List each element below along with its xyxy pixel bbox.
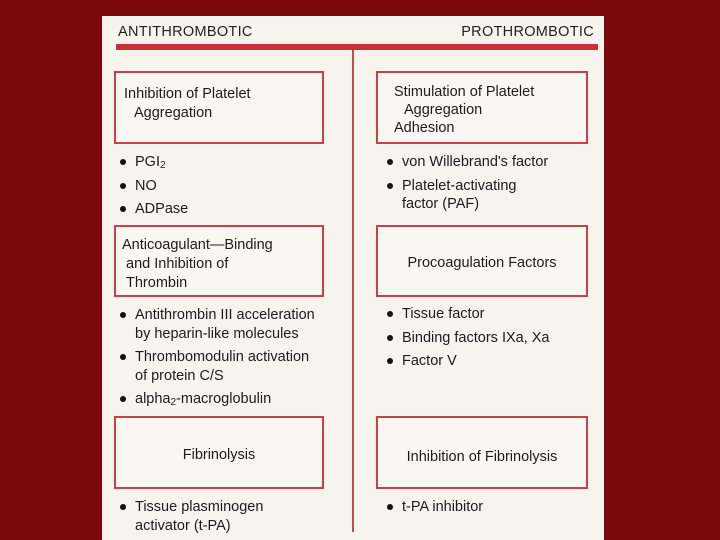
item-line: Thrombomodulin activation [135, 349, 310, 365]
list-item [118, 348, 350, 385]
header-rule [116, 44, 598, 50]
box-line: Anticoagulant—Binding [122, 237, 273, 253]
item-line: by heparin-like molecules [135, 325, 299, 342]
diagram-page [102, 16, 604, 540]
list-item [118, 153, 338, 172]
box-line: Thrombin [126, 275, 188, 291]
item-text: Factor V [402, 353, 457, 369]
anticoagulant-list [118, 306, 350, 414]
list-item [118, 498, 338, 535]
procoagulation-box [376, 225, 588, 297]
box-line: Adhesion [394, 120, 455, 136]
item-line: factor (PAF) [402, 196, 480, 212]
center-divider [352, 50, 354, 532]
item-text: von Willebrand's factor [402, 154, 549, 170]
box-label: Fibrinolysis [182, 447, 256, 463]
list-item [118, 200, 338, 219]
list-item [118, 306, 350, 343]
anticoagulant-box [114, 225, 324, 297]
box-line: and Inhibition of [126, 256, 229, 272]
procoagulation-list [385, 305, 600, 376]
platelet-inhibitor-list [118, 153, 338, 224]
fibrinolysis-list [118, 498, 338, 540]
list-item [118, 177, 338, 196]
box-line: Aggregation [404, 102, 483, 118]
item-text: t-PA inhibitor [402, 499, 484, 515]
fibrinolysis-box [114, 416, 324, 489]
box-line: Stimulation of Platelet [394, 84, 535, 100]
list-item [385, 498, 600, 517]
list-item [385, 329, 600, 348]
box-label: Procoagulation Factors [407, 255, 557, 271]
prothrombotic-header: PROTHROMBOTIC [461, 24, 594, 40]
list-item [385, 352, 600, 371]
item-line: activator (t-PA) [135, 517, 231, 534]
item-text: NO [135, 177, 157, 194]
item-text: Tissue factor [402, 306, 485, 322]
item-line: Antithrombin III acceleration [135, 307, 315, 323]
item-line: of protein C/S [135, 367, 224, 384]
fibrinolysis-inhibition-box [376, 416, 588, 489]
subscript: 2 [159, 160, 166, 171]
list-item [385, 305, 600, 324]
antithrombotic-header: ANTITHROMBOTIC [118, 24, 253, 40]
box-line: Inhibition of Platelet [124, 86, 251, 102]
subscript: 2 [170, 397, 177, 408]
platelet-inhibition-box [114, 71, 324, 144]
box-line: Aggregation [134, 105, 213, 121]
fibrinolysis-inhibitor-list [385, 498, 600, 522]
item-text: alpha$_2$-macroglobulin [135, 391, 272, 408]
item-text: ADPase [135, 201, 189, 217]
platelet-stimulator-list [385, 153, 600, 219]
list-item [118, 390, 350, 409]
list-item [385, 177, 600, 214]
platelet-stimulation-box [376, 71, 588, 144]
item-text: $PGI_2$ [135, 154, 166, 171]
box-label: Inhibition of Fibrinolysis [406, 449, 558, 465]
list-item [385, 153, 600, 172]
item-text: Binding factors IXa, Xa [402, 329, 550, 346]
item-line: Tissue plasminogen [135, 499, 264, 515]
item-line: Platelet-activating [402, 177, 517, 194]
